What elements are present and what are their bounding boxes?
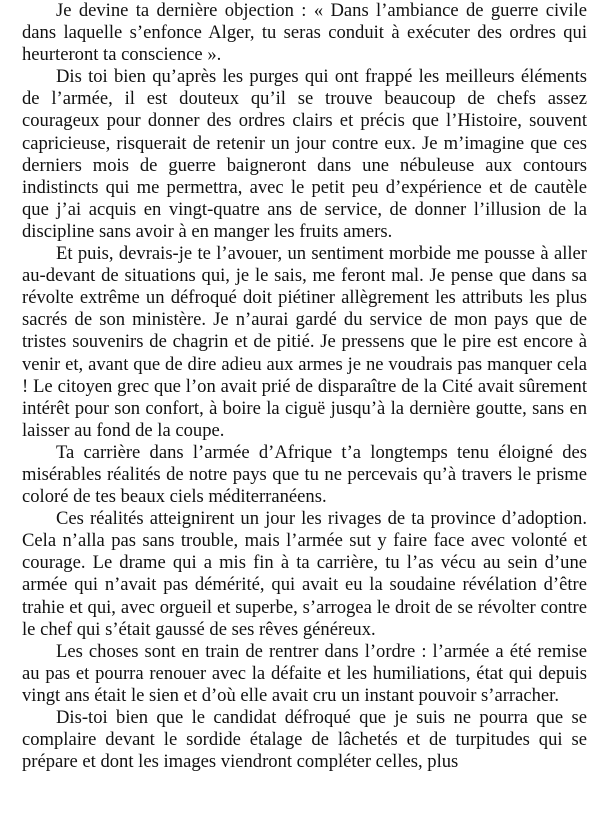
paragraph-realites: Ces réalités atteignirent un jour les rivages de ta province d’adoption. Cela n’alla pas sans trouble, mais l’armée sut y faire face avec volonté et courage. Le drame qui a mis fin à ta carrière, tu l’as vécu au sein d’une armée qui n’avait pas démérité, qui avait eu la soudaine révélation d’être trahie et qui, avec orgueil et superbe, s’arrogea le droit de se révolter contre le chef qui s’était gaussé de ses rêves généreux. [22,508,587,640]
paragraph-sentiment-morbide: Et puis, devrais-je te l’avouer, un sentiment morbide me pousse à aller au-devant de situations qui, je le sais, me feront mal. Je pense que dans sa révolte extrême un défroqué doit piétiner allègrement les attributs les plus sacrés de son ministère. Je n’aurai gardé du service de mon pays que de tristes souvenirs de chagrin et de pitié. Je pressens que le pire est encore à venir et, avant que de dire adieu aux armes je ne voudrais pas manquer cela ! Le citoyen grec que l’on avait prié de disparaître de la Cité avait sûrement intérêt pour son confort, à boire la ciguë jusqu’à la dernière goutte, sans en laisser au fond de la coupe. [22,243,587,441]
paragraph-purges: Dis toi bien qu’après les purges qui ont frappé les meilleurs éléments de l’armée, il est douteux qu’il se trouve beaucoup de chefs assez courageux pour donner des ordres clairs et précis que l’Histoire, souvent capricieuse, risquerait de retenir un jour contre eux. Je m’imagine que ces derniers mois de guerre baigneront dans une nébuleuse aux contours indistincts qui me permettra, avec le petit peu d’expérience et de cautèle que j’ai acquis en vingt-quatre ans de service, de donner l’illusion de la discipline sans avoir à en manger les fruits amers. [22,66,587,242]
book-page-text [22,0,587,773]
paragraph-armee-afrique: Ta carrière dans l’armée d’Afrique t’a longtemps tenu éloigné des misérables réalités de notre pays que tu ne percevais qu’à travers le prisme coloré de tes beaux ciels méditerranéens. [22,441,587,508]
paragraph-objection: Je devine ta dernière objection : « Dans l’ambiance de guerre civile dans laquelle s’enfonce Alger, tu seras conduit à exécuter des ordres qui heurteront ta conscience ». [22,0,587,66]
paragraph-ordre: Les choses sont en train de rentrer dans l’ordre : l’armée a été remise au pas et pourra renouer avec la défaite et les humiliations, état qui depuis vingt ans était le sien et d’où elle avait cru un instant pouvoir s’arracher. [22,640,587,706]
paragraph-candidat-defroque: Dis-toi bien que le candidat défroqué que je suis ne pourra que se complaire devant le sordide étalage de lâchetés et de turpitudes qui se prépare et dont les images viendront compléter celles, plus [22,707,587,773]
